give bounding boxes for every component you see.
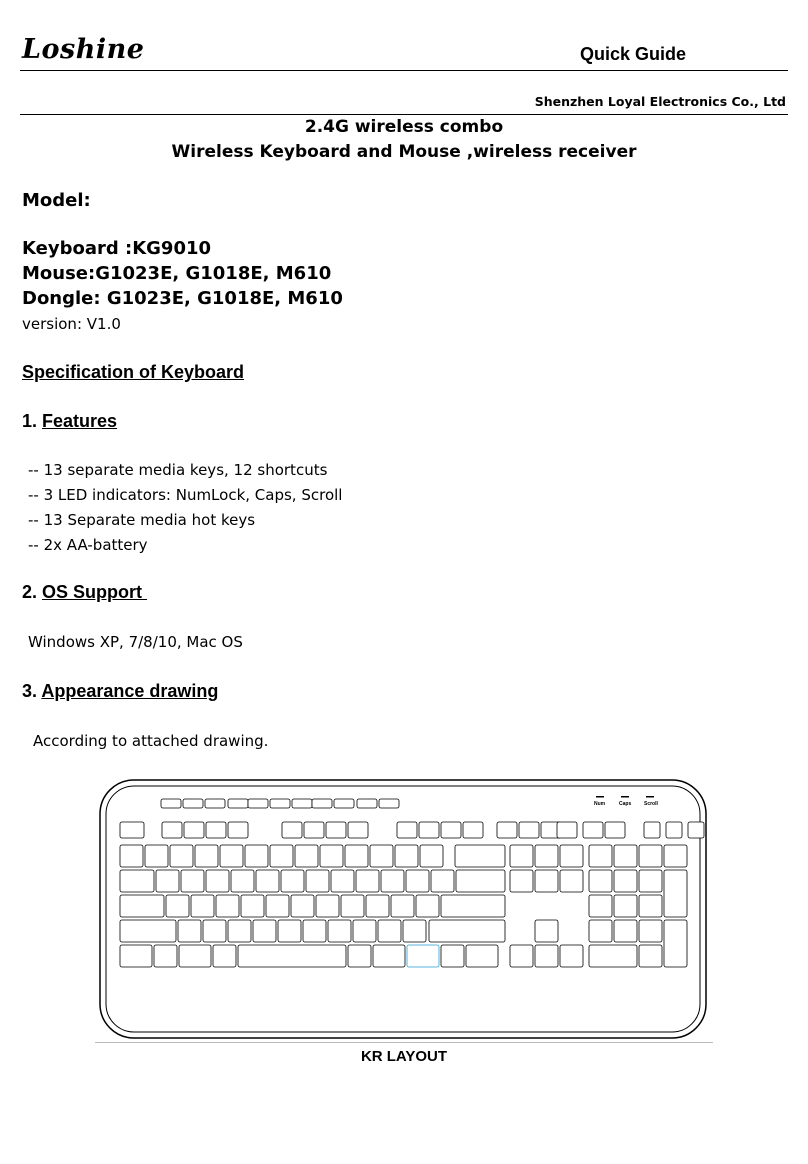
- keyboard-drawing: [98, 778, 708, 1040]
- shortcut-key: [644, 822, 660, 838]
- led-label: Caps: [619, 801, 632, 807]
- function-key: [282, 822, 302, 838]
- numpad-enter-key: [664, 920, 687, 967]
- letter-key: [403, 920, 426, 942]
- arrow-key: [510, 945, 533, 967]
- function-key: [304, 822, 324, 838]
- feature-item: -- 2x AA-battery: [28, 536, 148, 554]
- numpad-key: [614, 845, 637, 867]
- features-heading: [22, 411, 117, 432]
- led-label: Num: [594, 801, 606, 807]
- letter-key: [431, 870, 454, 892]
- left-shift-key: [120, 920, 176, 942]
- numpad-key: [639, 895, 662, 917]
- company-divider: [20, 114, 788, 115]
- numpad-key: [639, 870, 662, 892]
- letter-key: [306, 870, 329, 892]
- number-row-key: [145, 845, 168, 867]
- numpad-key: [589, 920, 612, 942]
- letter-key: [156, 870, 179, 892]
- caps-lock-key: [120, 895, 164, 917]
- letter-key: [206, 870, 229, 892]
- led-indicator: [596, 796, 604, 798]
- function-key: [184, 822, 204, 838]
- number-row-key: [295, 845, 318, 867]
- function-key: [348, 822, 368, 838]
- letter-key: [303, 920, 326, 942]
- letter-key: [406, 870, 429, 892]
- numpad-plus-key: [664, 870, 687, 917]
- media-key: [292, 799, 312, 808]
- function-key: [557, 822, 577, 838]
- led-label: Scroll: [644, 801, 658, 807]
- nav-key: [560, 845, 583, 867]
- media-key: [334, 799, 354, 808]
- doc-title-line1: 2.4G wireless combo: [304, 117, 504, 137]
- backspace-key: [455, 845, 505, 867]
- os-text: Windows XP, 7/8/10, Mac OS: [28, 633, 243, 651]
- media-key: [161, 799, 181, 808]
- letter-key: [166, 895, 189, 917]
- letter-key: [278, 920, 301, 942]
- hangul-key: [348, 945, 371, 967]
- media-key: [183, 799, 203, 808]
- media-key: [205, 799, 225, 808]
- arrow-up-key: [535, 920, 558, 942]
- appearance-text: According to attached drawing.: [33, 732, 269, 750]
- led-indicator: [646, 796, 654, 798]
- caption-divider: [95, 1042, 713, 1043]
- quick-guide-label: Quick Guide: [579, 44, 686, 64]
- numpad-key: [614, 920, 637, 942]
- letter-key: [391, 895, 414, 917]
- space-key: [238, 945, 346, 967]
- spec-heading: Specification of Keyboard: [22, 362, 245, 382]
- mouse-model: Mouse:G1023E, G1018E, M610: [22, 263, 332, 284]
- letter-key: [256, 870, 279, 892]
- letter-key: [328, 920, 351, 942]
- esc-key: [120, 822, 144, 838]
- tab-key: [120, 870, 154, 892]
- ctrl-key: [120, 945, 152, 967]
- appearance-heading: [22, 681, 218, 702]
- numpad-key: [639, 920, 662, 942]
- letter-key: [353, 920, 376, 942]
- nav-key: [510, 870, 533, 892]
- letter-key: [253, 920, 276, 942]
- fn-key: [407, 945, 439, 967]
- media-key: [228, 799, 248, 808]
- letter-key: [203, 920, 226, 942]
- shortcut-key: [688, 822, 704, 838]
- letter-key: [341, 895, 364, 917]
- letter-key: [366, 895, 389, 917]
- doc-title-line2: Wireless Keyboard and Mouse ,wireless receiver: [171, 142, 637, 162]
- keyboard-layout-caption: KR LAYOUT: [360, 1048, 448, 1065]
- ctrl-key: [466, 945, 498, 967]
- function-key: [419, 822, 439, 838]
- os-heading: [22, 582, 147, 603]
- function-key: [497, 822, 517, 838]
- number-row-key: [120, 845, 143, 867]
- letter-key: [356, 870, 379, 892]
- feature-item: -- 13 separate media keys, 12 shortcuts: [28, 461, 328, 479]
- letter-key: [291, 895, 314, 917]
- function-key: [583, 822, 603, 838]
- shortcut-key: [666, 822, 682, 838]
- function-key: [326, 822, 346, 838]
- numpad-key: [639, 945, 662, 967]
- arrow-key: [560, 945, 583, 967]
- letter-key: [231, 870, 254, 892]
- version-text: version: V1.0: [22, 315, 121, 333]
- number-row-key: [195, 845, 218, 867]
- media-key: [379, 799, 399, 808]
- section-title: OS Support: [42, 582, 148, 602]
- numpad-key: [614, 895, 637, 917]
- function-key: [206, 822, 226, 838]
- function-key: [228, 822, 248, 838]
- dongle-model: Dongle: G1023E, G1018E, M610: [22, 288, 343, 309]
- number-row-key: [345, 845, 368, 867]
- number-row-key: [395, 845, 418, 867]
- media-key: [248, 799, 268, 808]
- alt-key: [373, 945, 405, 967]
- nav-key: [535, 845, 558, 867]
- feature-item: -- 3 LED indicators: NumLock, Caps, Scroll: [28, 486, 343, 504]
- hanja-key: [213, 945, 236, 967]
- number-row-key: [245, 845, 268, 867]
- letter-key: [266, 895, 289, 917]
- letter-key: [241, 895, 264, 917]
- brand-logo: Loshine: [22, 34, 145, 65]
- win-key: [154, 945, 177, 967]
- letter-key: [378, 920, 401, 942]
- number-row-key: [370, 845, 393, 867]
- letter-key: [181, 870, 204, 892]
- function-key: [519, 822, 539, 838]
- letter-key: [381, 870, 404, 892]
- section-number: 1.: [22, 411, 43, 431]
- section-number: 3.: [22, 681, 42, 701]
- backslash-key: [456, 870, 505, 892]
- number-row-key: [170, 845, 193, 867]
- numpad-key: [614, 870, 637, 892]
- media-key: [357, 799, 377, 808]
- letter-key: [281, 870, 304, 892]
- letter-key: [316, 895, 339, 917]
- right-shift-key: [429, 920, 505, 942]
- function-key: [162, 822, 182, 838]
- company-name: Shenzhen Loyal Electronics Co., Ltd: [534, 94, 786, 109]
- numpad-key: [589, 870, 612, 892]
- media-key: [312, 799, 332, 808]
- letter-key: [178, 920, 201, 942]
- model-heading: Model:: [22, 190, 91, 211]
- numpad-key: [639, 845, 662, 867]
- numpad-zero-key: [589, 945, 637, 967]
- led-indicator: [621, 796, 629, 798]
- section-number: 2.: [22, 582, 43, 602]
- media-key: [270, 799, 290, 808]
- number-row-key: [270, 845, 293, 867]
- number-row-key: [420, 845, 443, 867]
- nav-key: [535, 870, 558, 892]
- section-title: Features: [42, 411, 118, 431]
- feature-item: -- 13 Separate media hot keys: [28, 511, 256, 529]
- letter-key: [216, 895, 239, 917]
- letter-key: [191, 895, 214, 917]
- enter-key: [441, 895, 505, 917]
- arrow-key: [535, 945, 558, 967]
- function-key: [463, 822, 483, 838]
- keyboard-model: Keyboard :KG9010: [22, 238, 212, 259]
- nav-key: [560, 870, 583, 892]
- function-key: [605, 822, 625, 838]
- number-row-key: [320, 845, 343, 867]
- numpad-key: [589, 845, 612, 867]
- nav-key: [510, 845, 533, 867]
- section-title: Appearance drawing: [41, 681, 219, 701]
- letter-key: [228, 920, 251, 942]
- letter-key: [331, 870, 354, 892]
- number-row-key: [220, 845, 243, 867]
- header-divider: [20, 70, 788, 71]
- function-key: [441, 822, 461, 838]
- numpad-key: [664, 845, 687, 867]
- numpad-key: [589, 895, 612, 917]
- menu-key: [441, 945, 464, 967]
- alt-key: [179, 945, 211, 967]
- letter-key: [416, 895, 439, 917]
- function-key: [397, 822, 417, 838]
